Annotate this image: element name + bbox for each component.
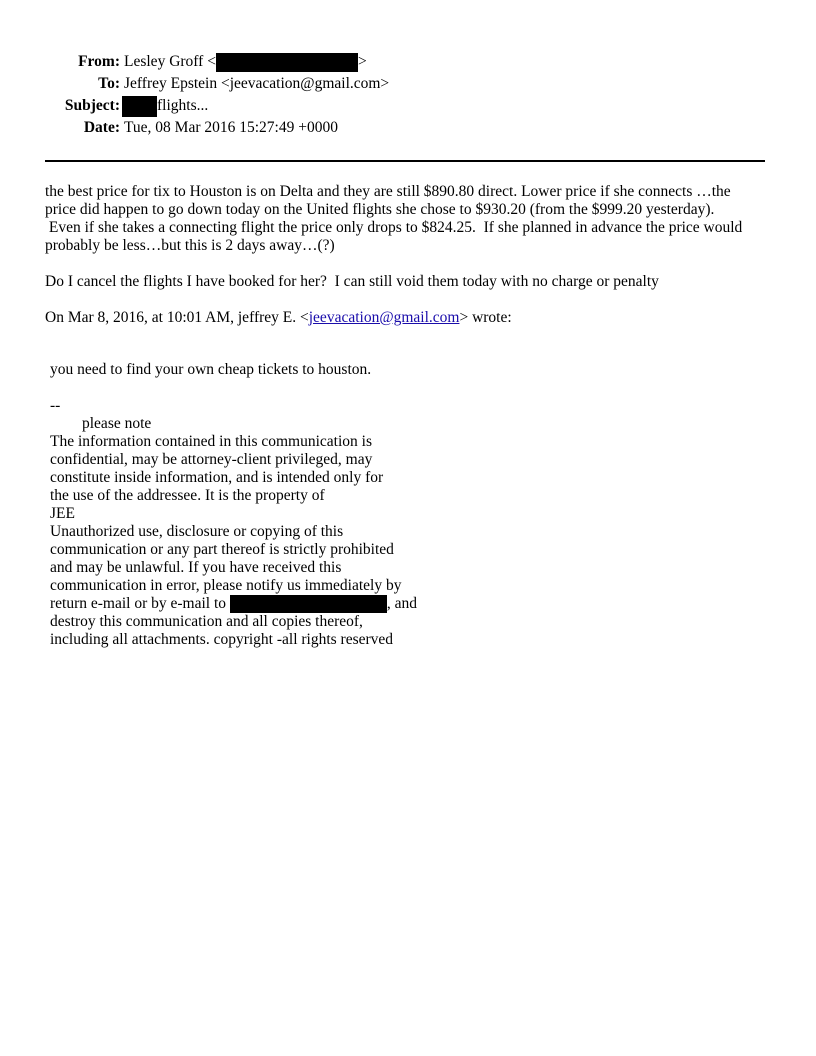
from-label: From: (78, 53, 120, 70)
subject-label: Subject: (64, 97, 120, 114)
please-note: please note (82, 415, 152, 432)
redaction-box (216, 53, 358, 72)
header-subject-row (0, 95, 816, 117)
from-name: Lesley Groff < (124, 53, 216, 70)
date-label: Date: (83, 119, 120, 136)
header-date-row (0, 117, 816, 139)
disclaimer-line: JEE (50, 505, 75, 522)
quoted-body (50, 361, 371, 379)
subject-text: flights... (157, 97, 209, 114)
to-value: Jeffrey Epstein <jeevacation@gmail.com> (124, 75, 390, 92)
message-line: probably be less…but this is 2 days away…(?) (45, 237, 335, 254)
email-line-suffix: , and (386, 595, 418, 612)
question-line: Do I cancel the flights I have booked for her? I can still void them today with no charge or penalty (45, 273, 659, 290)
reply-attribution (45, 309, 770, 327)
disclaimer-line: including all attachments. copyright -all rights reserved (50, 631, 394, 649)
message-line: Even if she takes a connecting flight the price only drops to $824.25. If she planned in advance the price would (45, 219, 743, 236)
from-value (124, 51, 367, 73)
header-divider (45, 160, 765, 162)
disclaimer-email-line (50, 595, 417, 613)
signature-dash: -- (50, 397, 61, 414)
quoted-text: you need to find your own cheap tickets to houston. (50, 361, 372, 378)
message-line: the best price for tix to Houston is on Delta and they are still $890.80 direct. Lower price if she connects …the (45, 183, 731, 200)
from-close: > (357, 53, 367, 70)
date-value: Tue, 08 Mar 2016 15:27:49 +0000 (124, 119, 338, 136)
header-to-row (0, 73, 816, 95)
message-line: price did happen to go down today on the United flights she chose to $930.20 (from the $999.20 yesterday). (45, 201, 715, 218)
disclaimer-line: destroy this communication and all copies thereof, (50, 613, 363, 631)
disclaimer-line: and may be unlawful. If you have received this (50, 559, 342, 576)
signature-block (50, 397, 417, 649)
reply-suffix: > wrote: (459, 309, 512, 326)
reply-line (45, 309, 770, 327)
to-label: To: (98, 75, 120, 92)
email-line-prefix: return e-mail or by e-mail to (50, 595, 230, 612)
redaction-box (122, 96, 157, 117)
disclaimer-line: Unauthorized use, disclosure or copying of this (50, 523, 344, 540)
disclaimer-line: constitute inside information, and is intended only for (50, 469, 384, 486)
message-question (45, 273, 770, 291)
reply-email-link[interactable]: jeevacation@gmail.com (308, 309, 460, 326)
disclaimer-line: confidential, may be attorney-client privileged, may (50, 451, 373, 468)
subject-value (122, 95, 208, 117)
redaction-box (230, 595, 387, 613)
disclaimer-line: communication in error, please notify us immediately by (50, 577, 402, 594)
disclaimer-line: The information contained in this communication is (50, 433, 372, 450)
message-body (45, 183, 770, 255)
reply-prefix: On Mar 8, 2016, at 10:01 AM, jeffrey E. < (45, 309, 309, 326)
disclaimer-line: communication or any part thereof is strictly prohibited (50, 541, 394, 558)
disclaimer-line: the use of the addressee. It is the property of (50, 487, 325, 504)
header-from-row (0, 51, 816, 73)
